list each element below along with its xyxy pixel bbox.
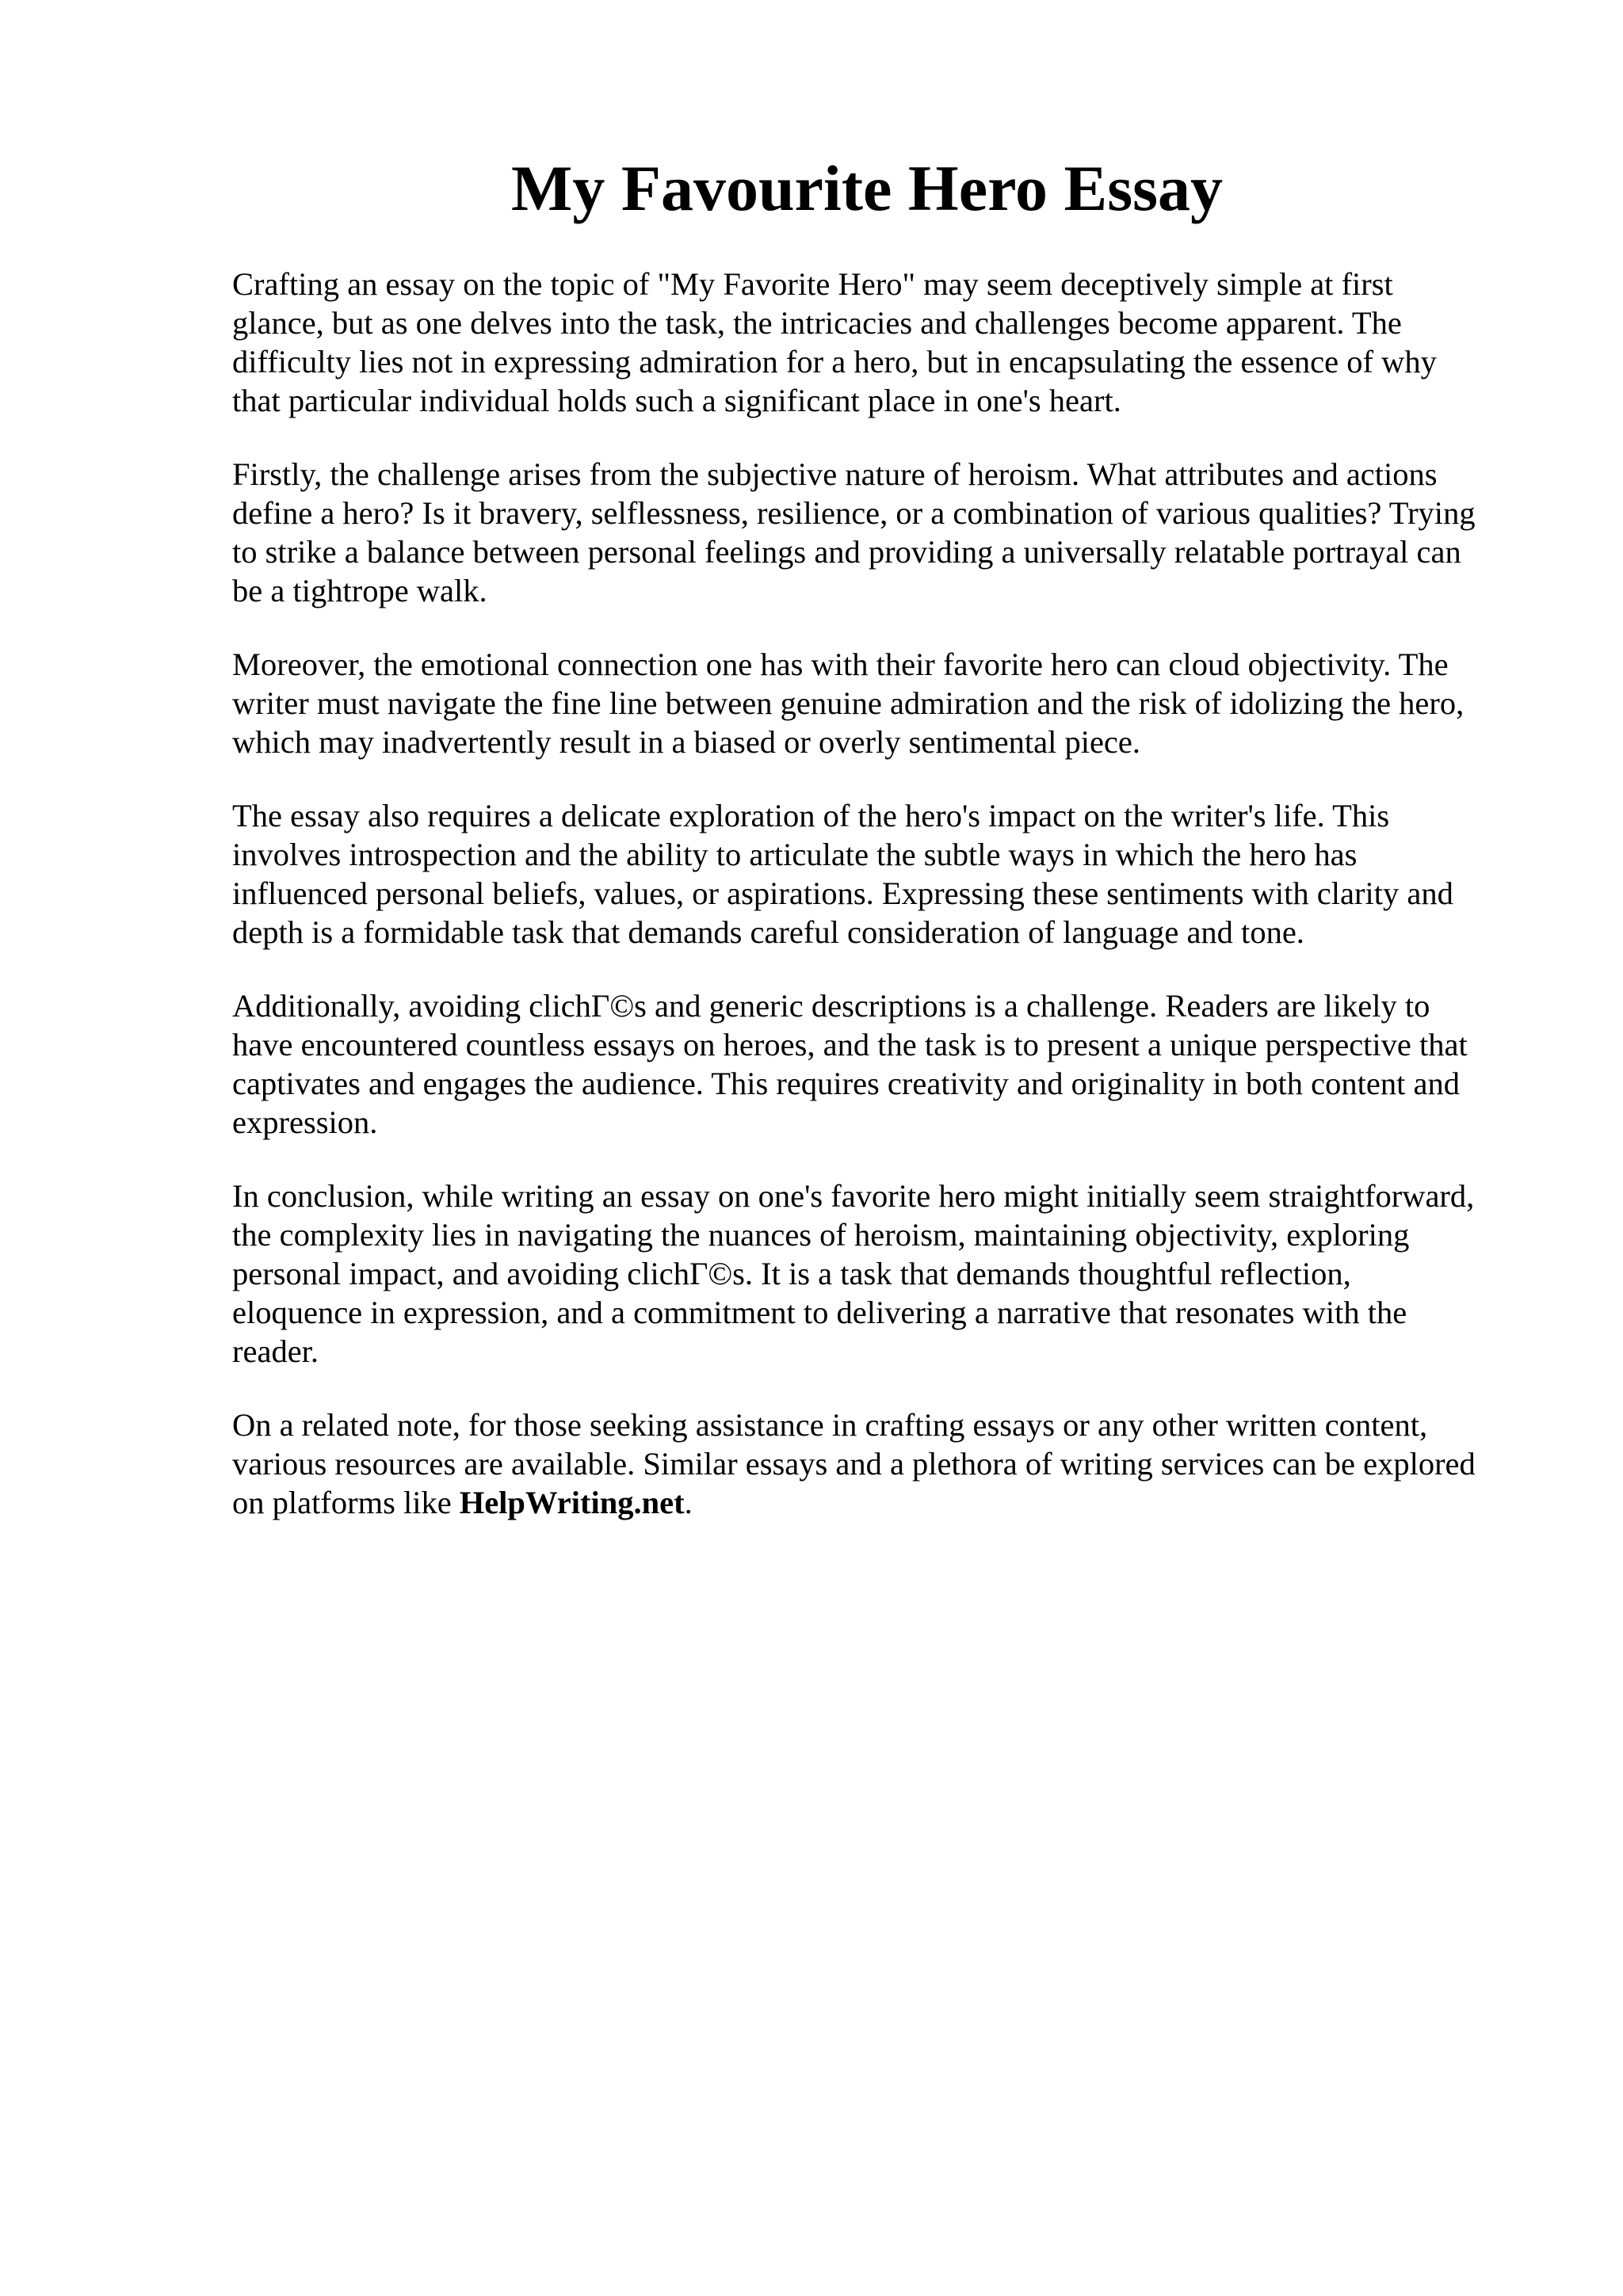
paragraph-line: personal impact, and avoiding clichΓ©s. It is a task that demands thoughtful reflection, <box>232 1256 1351 1291</box>
paragraph-6 <box>232 1177 1516 1371</box>
paragraph-line: be a tightrope walk. <box>232 573 487 608</box>
paragraph-line: writer must navigate the fine line between genuine admiration and the risk of idolizing the hero, <box>232 685 1465 721</box>
paragraph-3 <box>232 645 1516 761</box>
paragraph-line: to strike a balance between personal feelings and providing a universally relatable portrayal can <box>232 534 1461 570</box>
paragraph-line-prefix: on platforms like <box>232 1485 452 1520</box>
helpwriting-link[interactable]: HelpWriting.net <box>459 1485 685 1520</box>
paragraph-line: Moreover, the emotional connection one has with their favorite hero can cloud objectivity. The <box>232 646 1449 682</box>
document-title: My Favourite Hero Essay <box>510 152 1224 224</box>
paragraph-line: which may inadvertently result in a biased or overly sentimental piece. <box>232 724 1141 760</box>
paragraph-line: have encountered countless essays on heroes, and the task is to present a unique perspective that <box>232 1027 1468 1062</box>
paragraph-line: On a related note, for those seeking assistance in crafting essays or any other written content, <box>232 1407 1428 1443</box>
paragraph-line: glance, but as one delves into the task, the intricacies and challenges become apparent. The <box>232 305 1402 341</box>
paragraph-line: difficulty lies not in expressing admiration for a hero, but in encapsulating the essence of why <box>232 344 1437 379</box>
paragraph-line: expression. <box>232 1104 378 1140</box>
paragraph-1 <box>232 265 1516 420</box>
paragraph-7 <box>232 1405 1516 1522</box>
paragraph-line: define a hero? Is it bravery, selflessness, resilience, or a combination of various qualities? Trying <box>232 495 1476 531</box>
paragraph-line: involves introspection and the ability to articulate the subtle ways in which the hero has <box>232 837 1358 872</box>
paragraph-line: various resources are available. Similar essays and a plethora of writing services can be explored <box>232 1446 1476 1482</box>
paragraph-line: In conclusion, while writing an essay on one's favorite hero might initially seem straightforward, <box>232 1178 1475 1214</box>
paragraph-line: eloquence in expression, and a commitment to delivering a narrative that resonates with the <box>232 1295 1407 1330</box>
essay-body <box>232 265 1516 1557</box>
paragraph-line: captivates and engages the audience. This requires creativity and originality in both content and <box>232 1066 1460 1101</box>
paragraph-5 <box>232 986 1516 1142</box>
paragraph-line: depth is a formidable task that demands careful consideration of language and tone. <box>232 914 1304 950</box>
paragraph-line: Firstly, the challenge arises from the subjective nature of heroism. What attributes and actions <box>232 456 1438 492</box>
paragraph-line: the complexity lies in navigating the nuances of heroism, maintaining objectivity, exploring <box>232 1217 1410 1253</box>
paragraph-line: Additionally, avoiding clichΓ©s and generic descriptions is a challenge. Readers are likely to <box>232 988 1430 1024</box>
paragraph-line: The essay also requires a delicate exploration of the hero's impact on the writer's life. This <box>232 798 1390 833</box>
line-end-punctuation: . <box>684 1485 693 1520</box>
paragraph-line: influenced personal beliefs, values, or aspirations. Expressing these sentiments with clarity and <box>232 875 1453 911</box>
paragraph-line: Crafting an essay on the topic of "My Favorite Hero" may seem deceptively simple at first <box>232 266 1393 302</box>
paragraph-line: reader. <box>232 1333 319 1369</box>
paragraph-2 <box>232 455 1516 610</box>
paragraph-4 <box>232 796 1516 952</box>
paragraph-line: that particular individual holds such a significant place in one's heart. <box>232 383 1121 418</box>
